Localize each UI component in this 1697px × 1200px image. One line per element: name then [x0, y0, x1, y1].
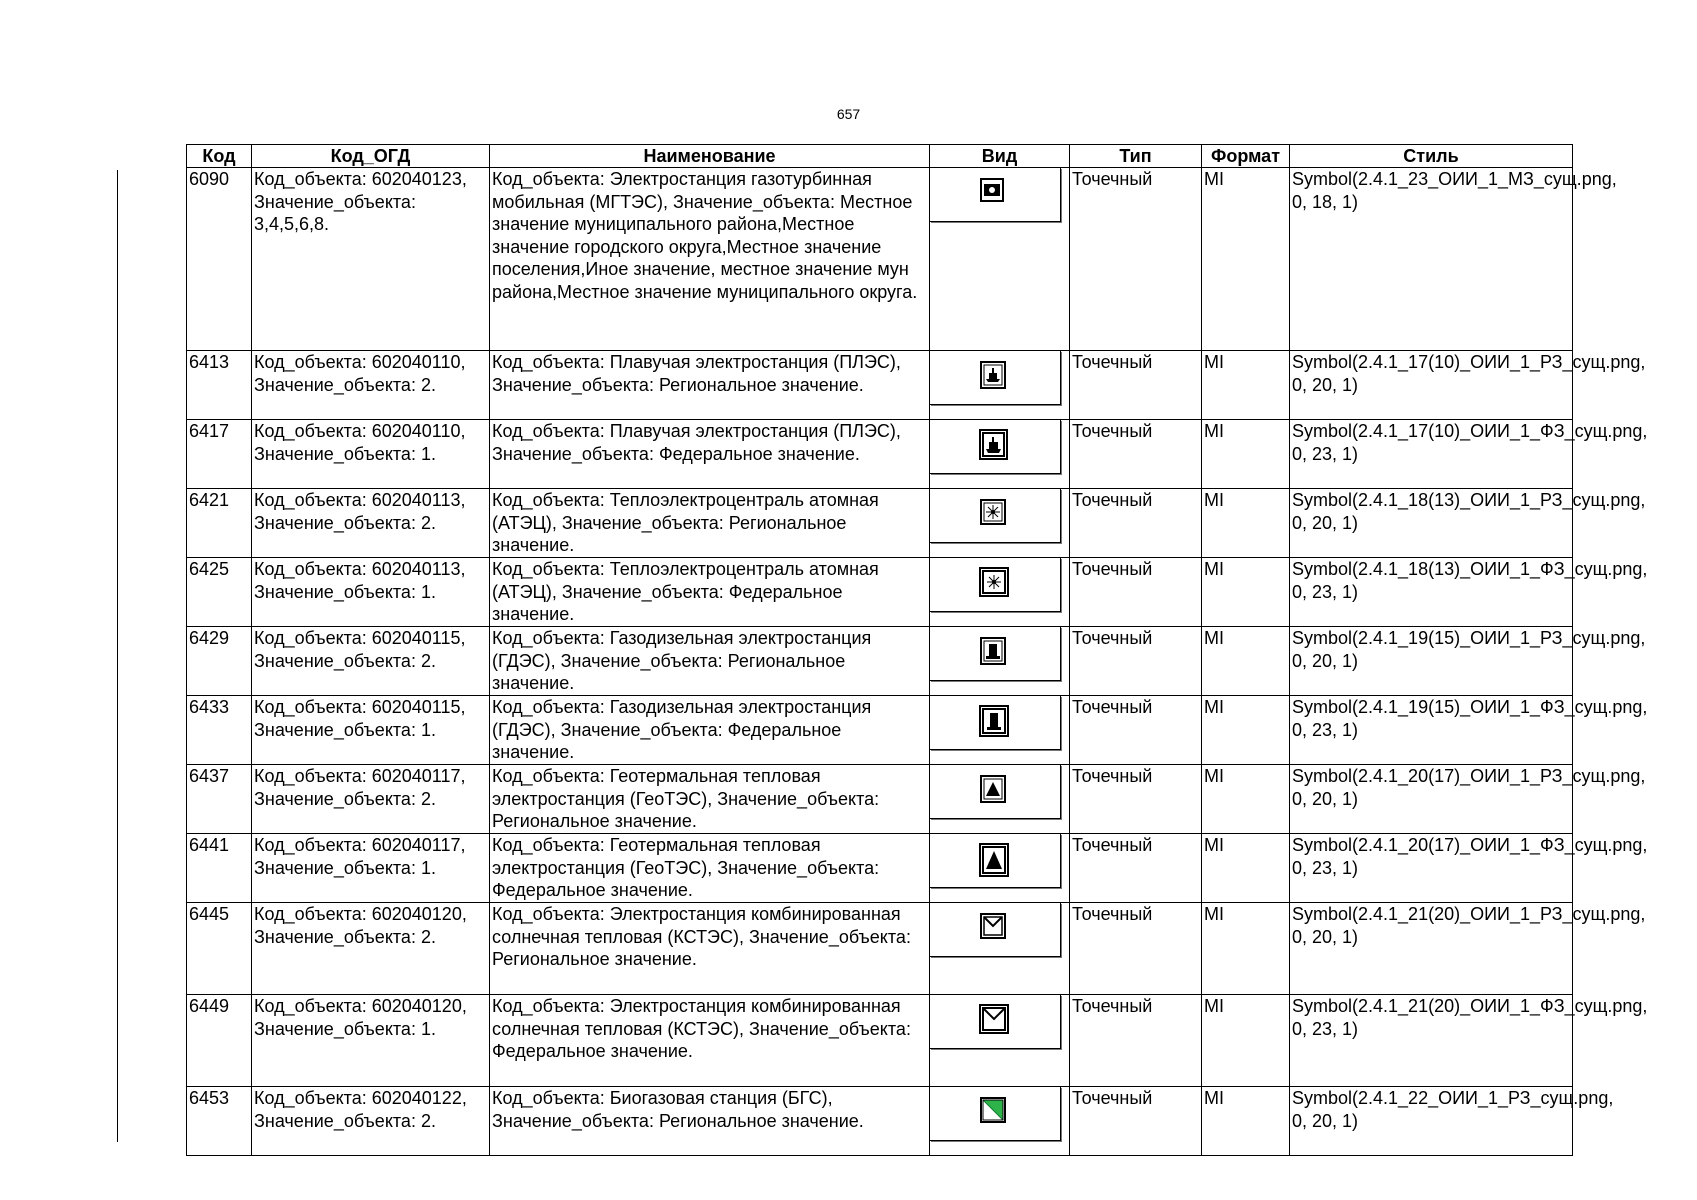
mobile-gas-turbine-plant-icon: [979, 177, 1011, 213]
ogd-code-cell: Код_объекта: 602040123, Значение_объекта: 3,4,5,6,8.: [252, 168, 490, 351]
ogd-code-cell: Код_объекта: 602040110, Значение_объекта: 2.: [252, 351, 490, 420]
format-cell: MI: [1202, 420, 1290, 489]
name-cell: Код_объекта: Геотермальная тепловая электростанция (ГеоТЭС), Значение_объекта: Региональное значение.: [490, 765, 930, 834]
header-code: Код: [187, 145, 252, 168]
name-cell: Код_объекта: Теплоэлектроцентраль атомная (АТЭЦ), Значение_объекта: Федеральное значение.: [490, 558, 930, 627]
view-cell: [930, 903, 1070, 995]
header-style: Стиль: [1290, 145, 1573, 168]
view-cell: [930, 765, 1070, 834]
code-cell: 6445: [187, 903, 252, 995]
table-row: [187, 995, 1573, 1087]
code-cell: 6090: [187, 168, 252, 351]
header-view: Вид: [930, 145, 1070, 168]
style-cell: Symbol(2.4.1_17(10)_ОИИ_1_ФЗ_сущ.png, 0, 23, 1): [1290, 420, 1573, 489]
name-cell: Код_объекта: Плавучая электростанция (ПЛЭС), Значение_объекта: Федеральное значение.: [490, 420, 930, 489]
table-row: [187, 420, 1573, 489]
ogd-code-cell: Код_объекта: 602040113, Значение_объекта: 2.: [252, 489, 490, 558]
biogas-station-icon: [979, 1096, 1011, 1132]
table-row: [187, 489, 1573, 558]
type-cell: Точечный: [1070, 995, 1202, 1087]
code-cell: 6433: [187, 696, 252, 765]
name-cell: Код_объекта: Биогазовая станция (БГС), Значение_объекта: Региональное значение.: [490, 1087, 930, 1156]
style-cell: Symbol(2.4.1_18(13)_ОИИ_1_ФЗ_сущ.png, 0, 23, 1): [1290, 558, 1573, 627]
symbol-frame: [930, 834, 1061, 888]
table-row: [187, 558, 1573, 627]
symbol-frame: [930, 558, 1061, 612]
format-cell: MI: [1202, 995, 1290, 1087]
symbol-frame: [930, 903, 1061, 957]
geothermal-plant-federal-icon: [979, 843, 1011, 879]
header-format: Формат: [1202, 145, 1290, 168]
table-row: [187, 351, 1573, 420]
ogd-code-cell: Код_объекта: 602040117, Значение_объекта: 1.: [252, 834, 490, 903]
gas-diesel-plant-icon: [979, 636, 1011, 672]
view-cell: [930, 489, 1070, 558]
symbol-frame: [930, 420, 1061, 474]
name-cell: Код_объекта: Геотермальная тепловая электростанция (ГеоТЭС), Значение_объекта: Федеральное значение.: [490, 834, 930, 903]
view-cell: [930, 696, 1070, 765]
table-row: [187, 627, 1573, 696]
format-cell: MI: [1202, 696, 1290, 765]
style-cell: Symbol(2.4.1_17(10)_ОИИ_1_РЗ_сущ.png, 0, 20, 1): [1290, 351, 1573, 420]
style-cell: Symbol(2.4.1_21(20)_ОИИ_1_РЗ_сущ.png, 0, 20, 1): [1290, 903, 1573, 995]
name-cell: Код_объекта: Электростанция газотурбинная мобильная (МГТЭС), Значение_объекта: Местное значение муниципального района,Местное значение городского округа,Местное значение поселения,Иное значение, местное значение мун района,Местное значение муниципального округа.: [490, 168, 930, 351]
format-cell: MI: [1202, 558, 1290, 627]
ogd-code-cell: Код_объекта: 602040117, Значение_объекта: 2.: [252, 765, 490, 834]
table-row: [187, 834, 1573, 903]
view-cell: [930, 995, 1070, 1087]
margin-line: [117, 170, 118, 1142]
style-cell: Symbol(2.4.1_23_ОИИ_1_МЗ_сущ.png, 0, 18, 1): [1290, 168, 1573, 351]
type-cell: Точечный: [1070, 420, 1202, 489]
name-cell: Код_объекта: Электростанция комбинированная солнечная тепловая (КСТЭС), Значение_объекта: Региональное значение.: [490, 903, 930, 995]
view-cell: [930, 168, 1070, 351]
type-cell: Точечный: [1070, 351, 1202, 420]
view-cell: [930, 558, 1070, 627]
type-cell: Точечный: [1070, 168, 1202, 351]
format-cell: MI: [1202, 351, 1290, 420]
symbol-frame: [930, 1087, 1061, 1141]
ogd-code-cell: Код_объекта: 602040120, Значение_объекта: 2.: [252, 903, 490, 995]
format-cell: MI: [1202, 168, 1290, 351]
view-cell: [930, 420, 1070, 489]
code-cell: 6441: [187, 834, 252, 903]
code-cell: 6425: [187, 558, 252, 627]
format-cell: MI: [1202, 627, 1290, 696]
page-number: 657: [836, 106, 861, 122]
type-cell: Точечный: [1070, 627, 1202, 696]
view-cell: [930, 1087, 1070, 1156]
symbol-frame: [930, 489, 1061, 543]
ogd-code-cell: Код_объекта: 602040120, Значение_объекта: 1.: [252, 995, 490, 1087]
symbol-frame: [930, 995, 1061, 1049]
nuclear-chp-federal-icon: [979, 567, 1011, 603]
symbol-frame: [930, 696, 1061, 750]
type-cell: Точечный: [1070, 1087, 1202, 1156]
name-cell: Код_объекта: Электростанция комбинированная солнечная тепловая (КСТЭС), Значение_объекта: Федеральное значение.: [490, 995, 930, 1087]
symbol-frame: [930, 627, 1061, 681]
format-cell: MI: [1202, 765, 1290, 834]
ogd-code-cell: Код_объекта: 602040110, Значение_объекта: 1.: [252, 420, 490, 489]
type-cell: Точечный: [1070, 558, 1202, 627]
style-cell: Symbol(2.4.1_22_ОИИ_1_РЗ_сущ.png, 0, 20, 1): [1290, 1087, 1573, 1156]
style-cell: Symbol(2.4.1_20(17)_ОИИ_1_ФЗ_сущ.png, 0, 23, 1): [1290, 834, 1573, 903]
ogd-code-cell: Код_объекта: 602040115, Значение_объекта: 1.: [252, 696, 490, 765]
symbol-table: [186, 144, 1648, 1156]
style-cell: Symbol(2.4.1_18(13)_ОИИ_1_РЗ_сущ.png, 0, 20, 1): [1290, 489, 1573, 558]
type-cell: Точечный: [1070, 696, 1202, 765]
solar-thermal-plant-federal-icon: [979, 1004, 1011, 1040]
format-cell: MI: [1202, 489, 1290, 558]
name-cell: Код_объекта: Газодизельная электростанция (ГДЭС), Значение_объекта: Региональное значение.: [490, 627, 930, 696]
code-cell: 6417: [187, 420, 252, 489]
nuclear-chp-icon: [979, 498, 1011, 534]
gas-diesel-plant-federal-icon: [979, 705, 1011, 741]
style-cell: Symbol(2.4.1_19(15)_ОИИ_1_РЗ_сущ.png, 0, 20, 1): [1290, 627, 1573, 696]
type-cell: Точечный: [1070, 903, 1202, 995]
ogd-code-cell: Код_объекта: 602040122, Значение_объекта: 2.: [252, 1087, 490, 1156]
code-cell: 6449: [187, 995, 252, 1087]
view-cell: [930, 834, 1070, 903]
floating-power-plant-federal-icon: [979, 429, 1011, 465]
code-cell: 6437: [187, 765, 252, 834]
table-row: [187, 1087, 1573, 1156]
format-cell: MI: [1202, 834, 1290, 903]
header-ogd-code: Код_ОГД: [252, 145, 490, 168]
view-cell: [930, 351, 1070, 420]
table-row: [187, 696, 1573, 765]
table-row: [187, 903, 1573, 995]
solar-thermal-plant-icon: [979, 912, 1011, 948]
name-cell: Код_объекта: Плавучая электростанция (ПЛЭС), Значение_объекта: Региональное значение.: [490, 351, 930, 420]
table-row: [187, 168, 1573, 351]
header-name: Наименование: [490, 145, 930, 168]
type-cell: Точечный: [1070, 834, 1202, 903]
geothermal-plant-icon: [979, 774, 1011, 810]
code-cell: 6421: [187, 489, 252, 558]
name-cell: Код_объекта: Теплоэлектроцентраль атомная (АТЭЦ), Значение_объекта: Региональное значение.: [490, 489, 930, 558]
type-cell: Точечный: [1070, 765, 1202, 834]
code-cell: 6453: [187, 1087, 252, 1156]
table-header-row: [187, 145, 1573, 168]
ogd-code-cell: Код_объекта: 602040113, Значение_объекта: 1.: [252, 558, 490, 627]
style-cell: Symbol(2.4.1_19(15)_ОИИ_1_ФЗ_сущ.png, 0, 23, 1): [1290, 696, 1573, 765]
code-cell: 6413: [187, 351, 252, 420]
symbol-frame: [930, 351, 1061, 405]
style-cell: Symbol(2.4.1_20(17)_ОИИ_1_РЗ_сущ.png, 0, 20, 1): [1290, 765, 1573, 834]
floating-power-plant-icon: [979, 360, 1011, 396]
header-type: Тип: [1070, 145, 1202, 168]
symbol-frame: [930, 168, 1061, 222]
name-cell: Код_объекта: Газодизельная электростанция (ГДЭС), Значение_объекта: Федеральное значение.: [490, 696, 930, 765]
format-cell: MI: [1202, 1087, 1290, 1156]
format-cell: MI: [1202, 903, 1290, 995]
view-cell: [930, 627, 1070, 696]
style-cell: Symbol(2.4.1_21(20)_ОИИ_1_ФЗ_сущ.png, 0, 23, 1): [1290, 995, 1573, 1087]
code-cell: 6429: [187, 627, 252, 696]
table-row: [187, 765, 1573, 834]
symbol-frame: [930, 765, 1061, 819]
ogd-code-cell: Код_объекта: 602040115, Значение_объекта: 2.: [252, 627, 490, 696]
type-cell: Точечный: [1070, 489, 1202, 558]
